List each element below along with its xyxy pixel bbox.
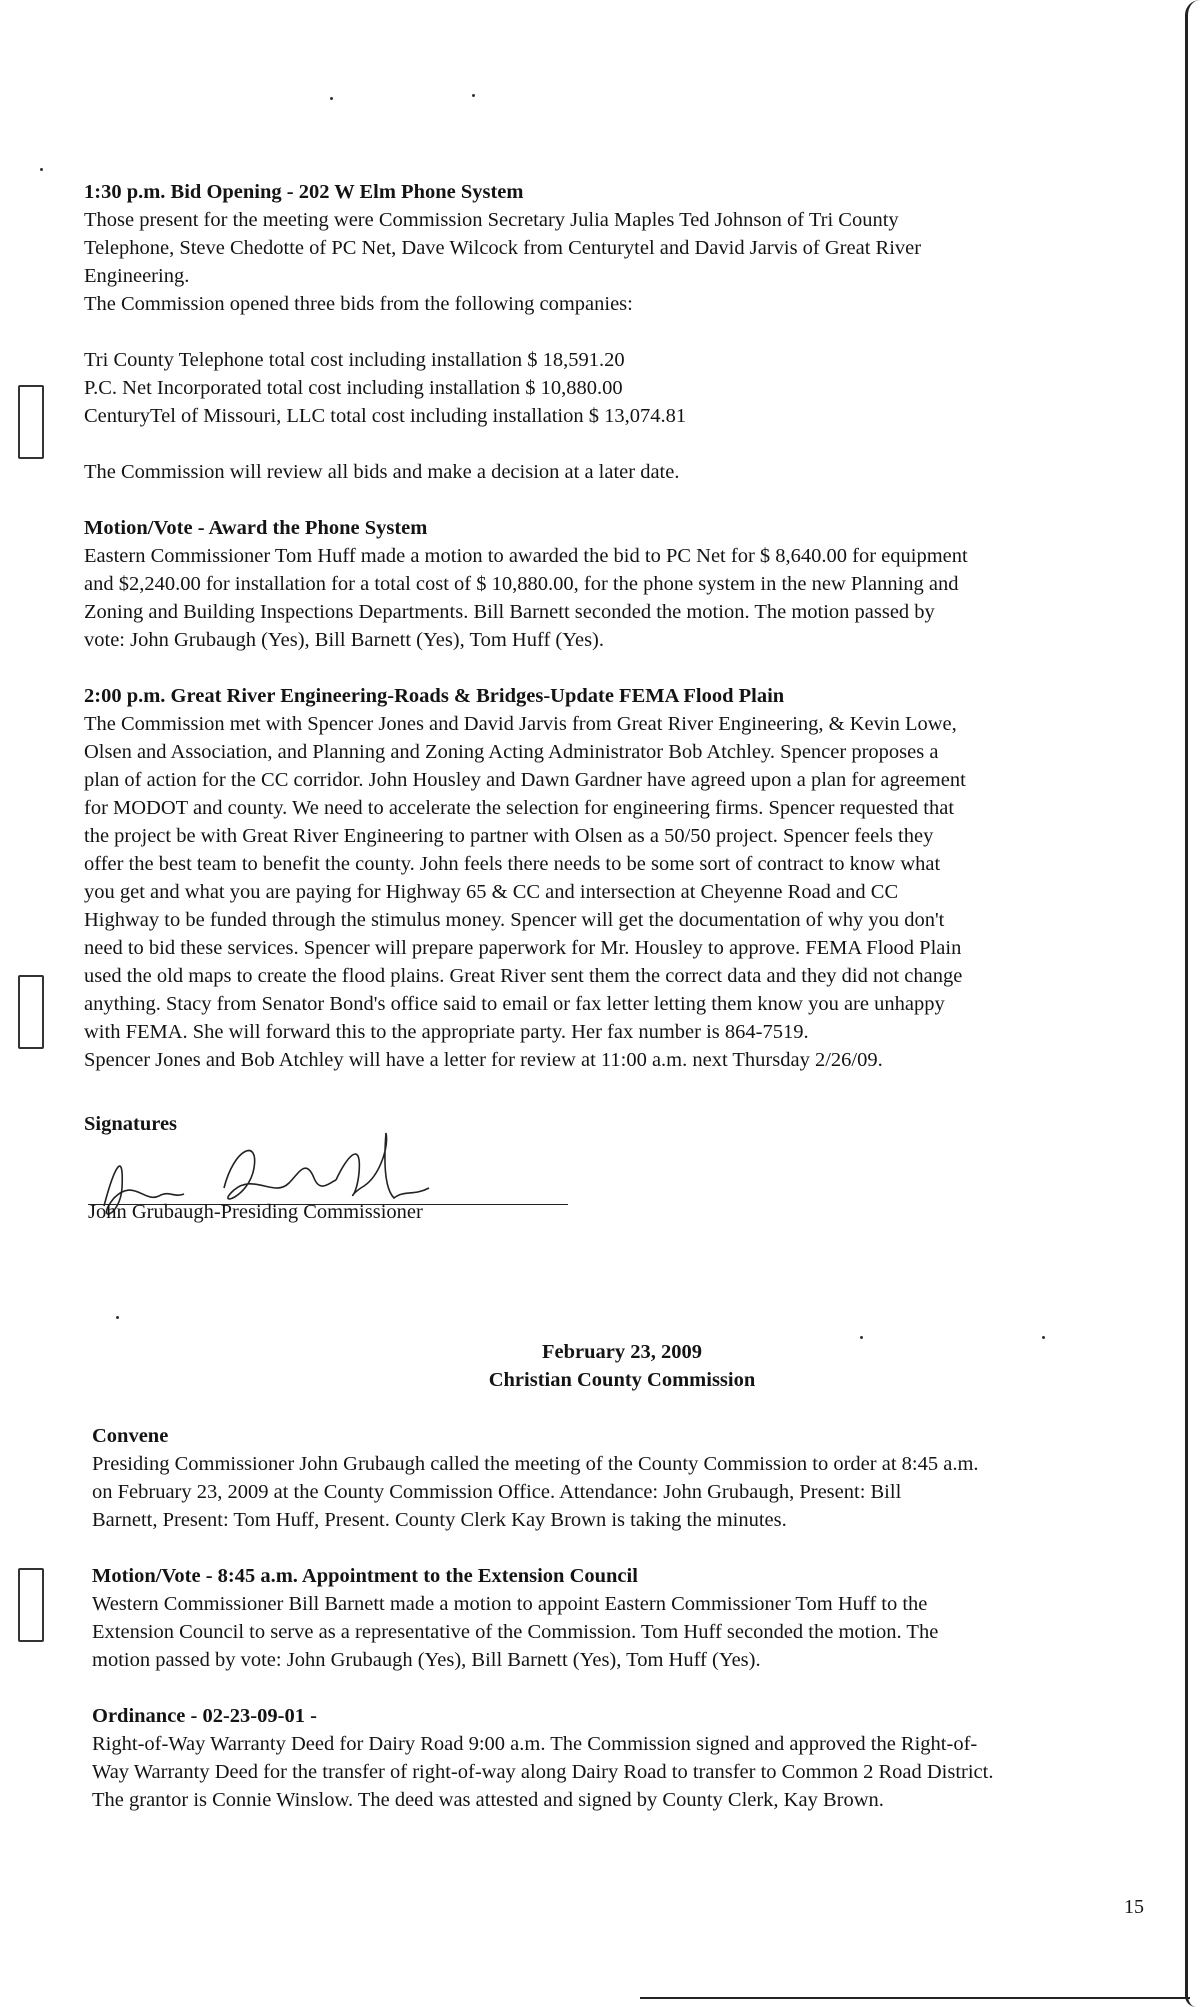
text-line: motion passed by vote: John Grubaugh (Yes), Bill Barnett (Yes), Tom Huff (Yes). xyxy=(92,1649,761,1671)
punch-hole xyxy=(18,1568,44,1642)
meeting-date: February 23, 2009 xyxy=(542,1341,702,1363)
scan-speck xyxy=(116,1316,119,1319)
text-line: Way Warranty Deed for the transfer of right-of-way along Dairy Road to transfer to Common 2 Road District. xyxy=(92,1761,994,1783)
bid-line: P.C. Net Incorporated total cost including installation $ 10,880.00 xyxy=(84,377,623,399)
text-line: vote: John Grubaugh (Yes), Bill Barnett (Yes), Tom Huff (Yes). xyxy=(84,629,604,651)
text-line: Engineering. xyxy=(84,265,190,287)
text-line: The Commission met with Spencer Jones and David Jarvis from Great River Engineering, & Kevin Lowe, xyxy=(84,713,957,735)
text-line: Barnett, Present: Tom Huff, Present. County Clerk Kay Brown is taking the minutes. xyxy=(92,1509,787,1531)
page-edge-bottom xyxy=(640,1997,1190,1999)
scan-speck xyxy=(330,97,333,100)
signature-block xyxy=(84,1110,1144,1230)
bid-line: CenturyTel of Missouri, LLC total cost including installation $ 13,074.81 xyxy=(84,405,687,427)
scan-speck xyxy=(40,168,43,171)
text-line: need to bid these services. Spencer will prepare paperwork for Mr. Housley to approve. FEMA Flood Plain xyxy=(84,937,962,959)
text-line: Extension Council to serve as a representative of the Commission. Tom Huff seconded the motion. The xyxy=(92,1621,939,1643)
text-line: on February 23, 2009 at the County Commission Office. Attendance: John Grubaugh, Present: Bill xyxy=(92,1481,902,1503)
text-line: anything. Stacy from Senator Bond's office said to email or fax letter letting them know you are unhappy xyxy=(84,993,945,1015)
text-line: Presiding Commissioner John Grubaugh called the meeting of the County Commission to order at 8:45 a.m. xyxy=(92,1453,979,1475)
page-edge xyxy=(1185,0,1200,2007)
punch-hole xyxy=(18,975,44,1049)
text-line: The Commission will review all bids and make a decision at a later date. xyxy=(84,461,680,483)
bid-line: Tri County Telephone total cost including installation $ 18,591.20 xyxy=(84,349,625,371)
document-body-second-meeting xyxy=(92,1338,1152,1814)
signatory-name: John Grubaugh-Presiding Commissioner xyxy=(88,1201,423,1223)
section-heading: Motion/Vote - Award the Phone System xyxy=(84,517,428,539)
section-heading: Motion/Vote - 8:45 a.m. Appointment to the Extension Council xyxy=(92,1565,638,1587)
text-line: with FEMA. She will forward this to the appropriate party. Her fax number is 864-7519. xyxy=(84,1021,809,1043)
section-heading: Convene xyxy=(92,1425,169,1447)
text-line: used the old maps to create the flood plains. Great River sent them the correct data and they did not change xyxy=(84,965,963,987)
text-line: you get and what you are paying for Highway 65 & CC and intersection at Cheyenne Road and CC xyxy=(84,881,899,903)
page-number: 15 xyxy=(1124,1896,1144,1918)
meeting-organization: Christian County Commission xyxy=(488,1369,756,1391)
text-line: Olsen and Association, and Planning and Zoning Acting Administrator Bob Atchley. Spencer proposes a xyxy=(84,741,939,763)
scan-speck xyxy=(472,94,475,97)
text-line: and $2,240.00 for installation for a total cost of $ 10,880.00, for the phone system in the new Planning and xyxy=(84,573,959,595)
text-line: for MODOT and county. We need to accelerate the selection for engineering firms. Spencer requested that xyxy=(84,797,955,819)
text-line: The Commission opened three bids from the following companies: xyxy=(84,293,633,315)
signatures-label: Signatures xyxy=(84,1113,178,1135)
text-line: Highway to be funded through the stimulus money. Spencer will get the documentation of why you don't xyxy=(84,909,945,931)
section-heading: 1:30 p.m. Bid Opening - 202 W Elm Phone System xyxy=(84,181,524,203)
text-line: Those present for the meeting were Commission Secretary Julia Maples Ted Johnson of Tri County xyxy=(84,209,899,231)
section-heading: Ordinance - 02-23-09-01 - xyxy=(92,1705,317,1727)
text-line: The grantor is Connie Winslow. The deed was attested and signed by County Clerk, Kay Brown. xyxy=(92,1789,884,1811)
document-body xyxy=(84,178,1144,1230)
section-heading: 2:00 p.m. Great River Engineering-Roads & Bridges-Update FEMA Flood Plain xyxy=(84,685,785,707)
text-line: Western Commissioner Bill Barnett made a motion to appoint Eastern Commissioner Tom Huff to the xyxy=(92,1593,928,1615)
punch-hole xyxy=(18,385,44,459)
text-line: Zoning and Building Inspections Departments. Bill Barnett seconded the motion. The motion passed by xyxy=(84,601,935,623)
text-line: offer the best team to benefit the county. John feels there needs to be some sort of contract to know what xyxy=(84,853,941,875)
text-line: Spencer Jones and Bob Atchley will have a letter for review at 11:00 a.m. next Thursday 2/26/09. xyxy=(84,1049,883,1071)
text-line: Telephone, Steve Chedotte of PC Net, Dave Wilcock from Centurytel and David Jarvis of Great River xyxy=(84,237,922,259)
text-line: plan of action for the CC corridor. John Housley and Dawn Gardner have agreed upon a plan for agreement xyxy=(84,769,966,791)
text-line: Eastern Commissioner Tom Huff made a motion to awarded the bid to PC Net for $ 8,640.00 for equipment xyxy=(84,545,968,567)
text-line: the project be with Great River Engineering to partner with Olsen as a 50/50 project. Spencer feels they xyxy=(84,825,934,847)
text-line: Right-of-Way Warranty Deed for Dairy Road 9:00 a.m. The Commission signed and approved the Right-of- xyxy=(92,1733,978,1755)
